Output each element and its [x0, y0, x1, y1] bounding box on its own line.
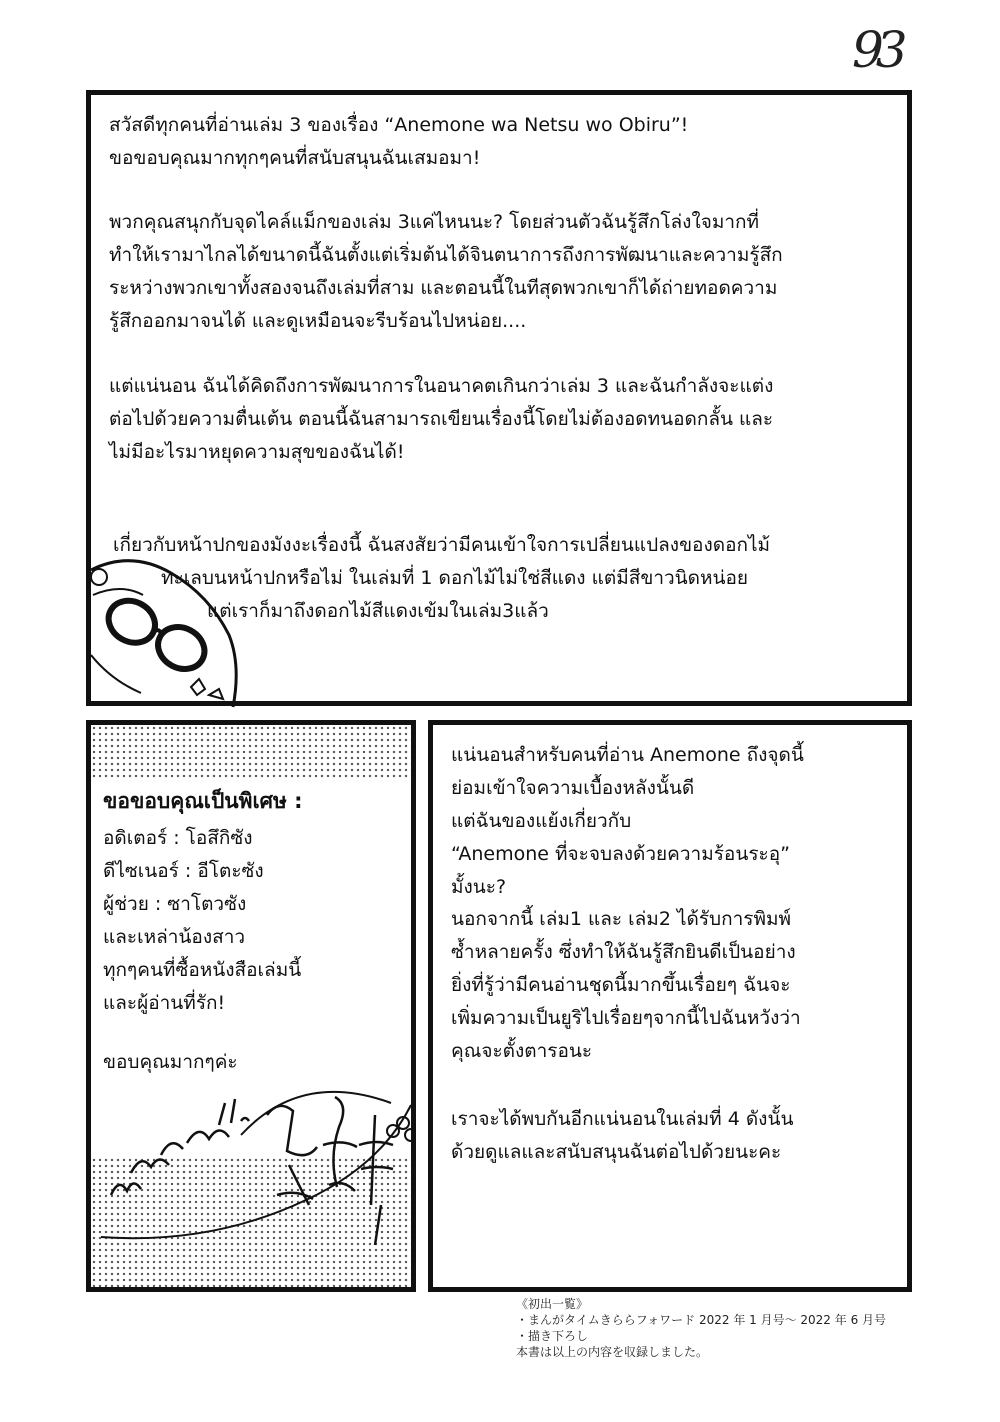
text-line: ด้วยดูแลและสนับสนุนฉันต่อไปด้วยนะคะ — [451, 1141, 782, 1163]
page-number: 93 — [852, 21, 900, 79]
text-line: ซ้ำหลายครั้ง ซึ่งทำให้ฉันรู้สึกยินดีเป็นอย่าง — [451, 941, 796, 963]
special-thanks-panel — [86, 720, 416, 1292]
text-line: เกี่ยวกับหน้าปกของมังงะเรื่องนี้ ฉันสงสัยว่ามีคนเข้าใจการเปลี่ยนแปลงของดอกไม้ — [113, 534, 771, 556]
anemone-paragraph — [451, 739, 804, 904]
thanks-line: ทุกๆคนที่ซื้อหนังสือเล่มนี้ — [103, 959, 302, 981]
next-volume-paragraph — [451, 1103, 793, 1169]
thanks-line: ผู้ช่วย : ซาโตวซัง — [103, 893, 247, 915]
afterword-top-panel — [86, 90, 912, 706]
text-line: แต่แน่นอน ฉันได้คิดถึงการพัฒนาการในอนาคตเกินกว่าเล่ม 3 และฉันกำลังจะแต่ง — [109, 375, 774, 397]
credits-line: ・描き下ろし — [516, 1329, 589, 1343]
special-thanks-heading: ขอขอบคุณเป็นพิเศษ : — [103, 789, 303, 813]
text-line: ย่อมเข้าใจความเบื้องหลังนั้นดี — [451, 777, 695, 799]
text-line: แต่เราก็มาถึงดอกไม้สีแดงเข้มในเล่ม3แล้ว — [207, 600, 549, 622]
credits-line: 《初出一覧》 — [516, 1297, 589, 1311]
text-line: เพิ่มความเป็นยูริไปเรื่อยๆจากนี้ไปฉันหวังว่า — [451, 1007, 801, 1029]
text-line: ยิ่งที่รู้ว่ามีคนอ่านชุดนี้มากขึ้นเรื่อยๆ ฉันจะ — [451, 974, 791, 996]
text-line: แน่นอนสำหรับคนที่อ่าน Anemone ถึงจุดนี้ — [451, 744, 804, 766]
thanks-line: อดิเตอร์ : โอสึกิซัง — [103, 827, 253, 849]
afterword-right-panel — [428, 720, 912, 1292]
text-line: มั้งนะ? — [451, 876, 507, 898]
thanks-line: และเหล่าน้องสาว — [103, 926, 246, 948]
text-line: นอกจากนี้ เล่ม1 และ เล่ม2 ได้รับการพิมพ์ — [451, 908, 792, 930]
text-line: รู้สึกออกมาจนได้ และดูเหมือนจะรีบร้อนไปหน่อย.... — [109, 310, 527, 332]
text-line: สวัสดีทุกคนที่อ่านเล่ม 3 ของเรื่อง “Anemone wa Netsu wo Obiru”! — [109, 114, 689, 136]
text-line: พวกคุณสนุกกับจุดไคล์แม็กของเล่ม 3แค่ไหนนะ? โดยส่วนตัวฉันรู้สึกโล่งใจมากที่ — [109, 211, 760, 233]
text-line: ระหว่างพวกเขาทั้งสองจนถึงเล่มที่สาม และตอนนี้ในทีสุดพวกเขาก็ได้ถ่ายทอดความ — [109, 277, 778, 299]
credits-line: ・まんがタイムきららフォワード 2022 年 1 月号～ 2022 年 6 月号 — [516, 1313, 887, 1327]
text-line: เราจะได้พบกันอีกแน่นอนในเล่มที่ 4 ดังนั้น — [451, 1108, 794, 1130]
text-line: ไม่มีอะไรมาหยุดความสุขของฉันได้! — [109, 441, 405, 463]
first-appearance-credits — [516, 1296, 886, 1360]
text-line: ขอขอบคุณมากทุกๆคนที่สนับสนุนฉันเสมอมา! — [109, 147, 481, 169]
reprint-paragraph — [451, 903, 801, 1068]
text-line: ทำให้เรามาไกลได้ขนาดนี้ฉันตั้งแต่เริ่มต้นได้จินตนาการถึงการพัฒนาและความรู้สึก — [109, 244, 783, 266]
credits-line: 本書は以上の内容を収録しました。 — [516, 1345, 709, 1359]
text-line: “Anemone ที่จะจบลงด้วยความร้อนระอุ” — [451, 843, 790, 865]
author-signature-illustration — [91, 725, 416, 1292]
text-line: ทะเลบนหน้าปกหรือไม่ ในเล่มที่ 1 ดอกไม้ไม่ใช่สีแดง แต่มีสีขาวนิดหน่อย — [161, 567, 749, 589]
closing-thanks: ขอบคุณมากๆค่ะ — [103, 1051, 238, 1073]
thanks-line: ดีไซเนอร์ : อีโตะซัง — [103, 860, 264, 882]
text-line: คุณจะตั้งตารอนะ — [451, 1040, 593, 1062]
glasses-character-illustration — [91, 95, 251, 711]
text-line: แต่ฉันของแย้งเกี่ยวกับ — [451, 810, 632, 832]
text-line: ต่อไปด้วยความตื่นเต้น ตอนนี้ฉันสามารถเขียนเรื่องนี้โดยไม่ต้องอดทนอดกลั้น และ — [109, 408, 774, 430]
thanks-line: และผู้อ่านที่รัก! — [103, 992, 226, 1014]
